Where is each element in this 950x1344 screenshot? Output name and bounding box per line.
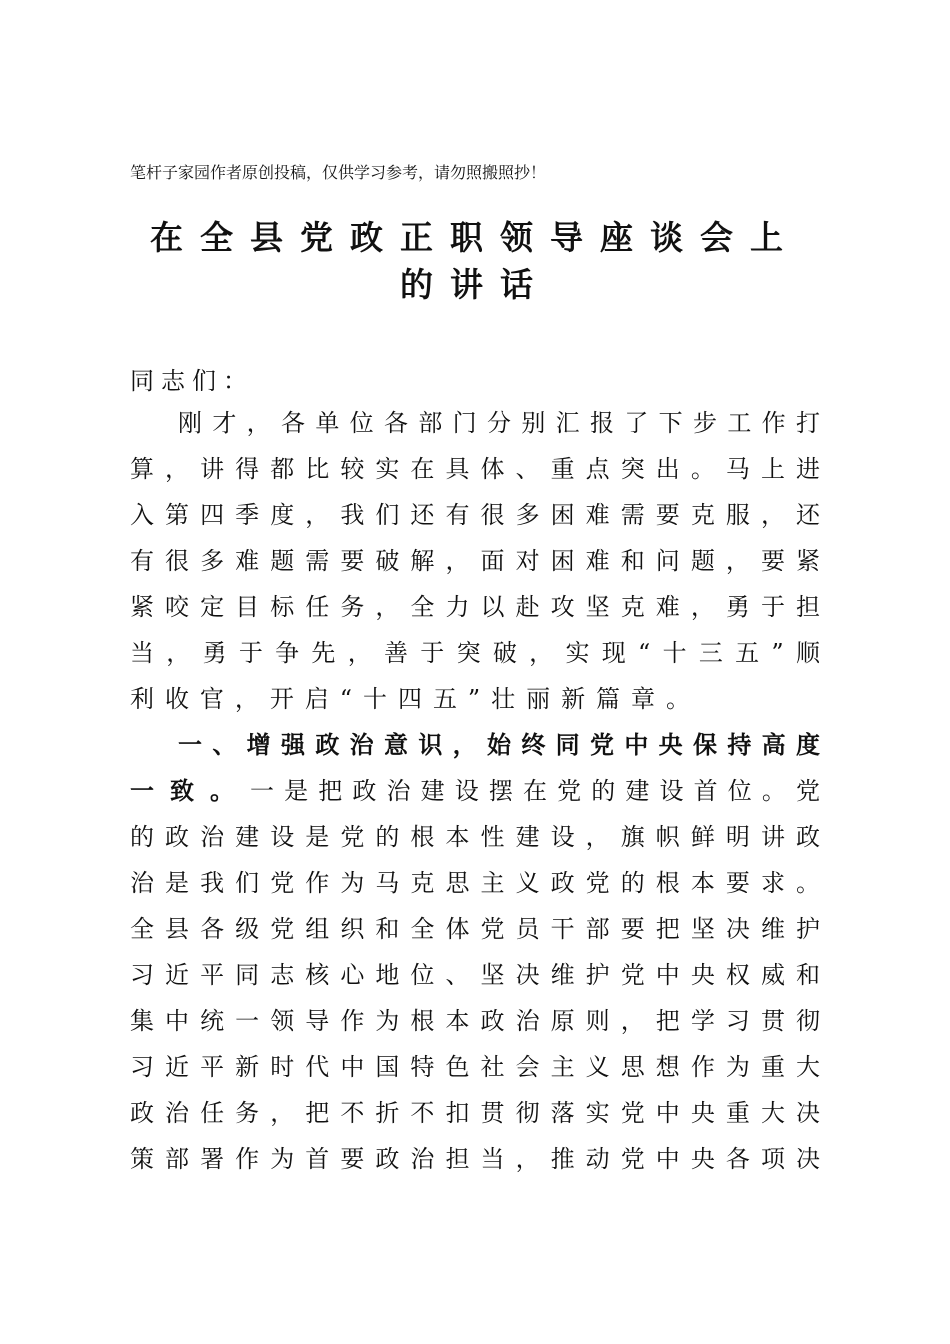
- body-line: 治是我们党作为马克思主义政党的根本要求。: [130, 869, 820, 897]
- body-line: 习近平同志核心地位、坚决维护党中央权威和: [130, 961, 820, 989]
- body-line: 全县各级党组织和全体党员干部要把坚决维护: [130, 915, 820, 943]
- section-heading-end: 一致。: [130, 776, 250, 805]
- body-line: 的政治建设是党的根本性建设，旗帜鲜明讲政: [130, 823, 820, 851]
- body-line: 政治任务，把不折不扣贯彻落实党中央重大决: [130, 1099, 820, 1127]
- header-note: 笔杆子家园作者原创投稿，仅供学习参考，请勿照搬照抄！: [130, 163, 547, 182]
- body-line: 算，讲得都比较实在具体、重点突出。马上进: [130, 455, 820, 483]
- body-line: 习近平新时代中国特色社会主义思想作为重大: [130, 1053, 820, 1081]
- section-heading: 一、增强政治意识，始终同党中央保持高度: [178, 730, 820, 759]
- body-line: 策部署作为首要政治担当，推动党中央各项决: [130, 1145, 820, 1173]
- salutation: 同志们：: [130, 367, 254, 395]
- body-line: 一是把政治建设摆在党的建设首位。党: [250, 777, 820, 805]
- body-line: 刚才，各单位各部门分别汇报了下步工作打: [178, 409, 820, 437]
- page-title-line-2: 的讲话: [400, 265, 550, 304]
- body-line: 紧咬定目标任务，全力以赴攻坚克难，勇于担: [130, 593, 820, 621]
- body-line: 利收官，开启“十四五”壮丽新篇章。: [130, 685, 690, 713]
- body-line-mixed: [130, 775, 820, 807]
- body-line: 入第四季度，我们还有很多困难需要克服，还: [130, 501, 820, 529]
- body-line: 集中统一领导作为根本政治原则，把学习贯彻: [130, 1007, 820, 1035]
- body-line: 当，勇于争先，善于突破，实现“十三五”顺: [130, 639, 820, 667]
- page-title-line-1: 在全县党政正职领导座谈会上: [150, 218, 800, 257]
- body-line: 有很多难题需要破解，面对困难和问题，要紧: [130, 547, 820, 575]
